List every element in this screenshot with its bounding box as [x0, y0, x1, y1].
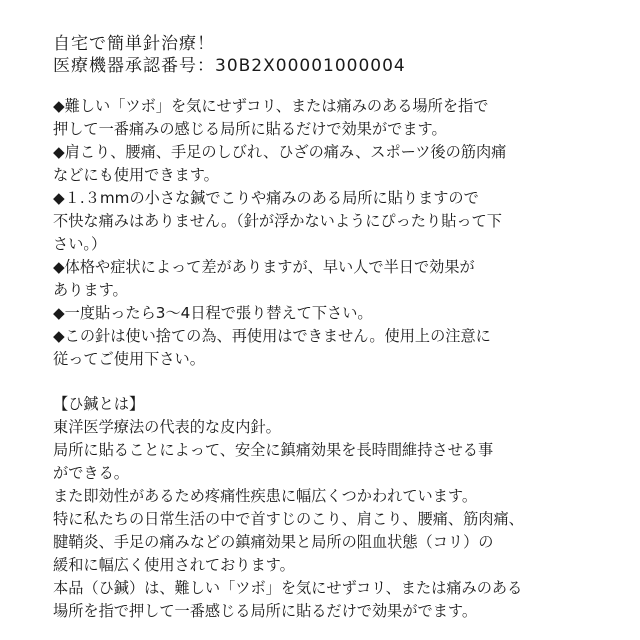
bullet-line: 不快な痛みはありません。（針が浮かないようにぴったり貼って下 — [53, 212, 502, 230]
bullet-line: 押して一番痛みの感じる局所に貼るだけで効果がでます。 — [53, 120, 447, 138]
product-description — [53, 33, 613, 623]
section-line: 特に私たちの日常生活の中で首すじのこり、肩こり、腰痛、筋肉痛、 — [53, 510, 524, 528]
bullet-line: さい。） — [53, 235, 107, 253]
headline: 自宅で簡単針治療！ — [53, 34, 215, 54]
bullet-line: などにも使用できます。 — [53, 166, 219, 184]
spacer — [53, 371, 613, 393]
section-line: 腱鞘炎、手足の痛みなどの鎮痛効果と局所の阻血状態（コリ）の — [53, 533, 494, 551]
bullet-line: ◆体格や症状によって差がありますが、早い人で半日で効果が — [53, 258, 475, 276]
bullet-line: ◆肩こり、腰痛、手足のしびれ、ひざの痛み、スポーツ後の筋肉痛 — [53, 143, 507, 161]
section-line: 場所を指で押して一番感じる局所に貼るだけで効果がでます。 — [53, 602, 478, 620]
section-line: また即効性があるため疼痛性疾患に幅広くつかわれています。 — [53, 487, 478, 505]
approval-number: 医療機器承認番号：30B2X00001000004 — [53, 56, 406, 76]
section-line: 東洋医学療法の代表的な皮内針。 — [53, 418, 281, 436]
section-line: 本品（ひ鍼）は、難しい「ツボ」を気にせずコリ、または痛みのある — [53, 579, 523, 597]
section-line: 局所に貼ることによって、安全に鎮痛効果を長時間維持させる事 — [53, 441, 494, 459]
section-line: ができる。 — [53, 464, 129, 482]
section-line: 緩和に幅広く使用されております。 — [53, 556, 295, 574]
section-heading: 【ひ鍼とは】 — [53, 395, 145, 413]
feature-bullets — [53, 95, 613, 371]
bullet-line: ◆１.３mmの小さな鍼でこりや痛みのある局所に貼りますので — [53, 189, 479, 207]
bullet-line: ◆一度貼ったら3～4日程で張り替えて下さい。 — [53, 304, 373, 322]
bullet-line: 従ってご使用下さい。 — [53, 350, 205, 368]
bullet-line: あります。 — [53, 281, 128, 299]
title-block — [53, 33, 613, 77]
bullet-line: ◆この針は使い捨ての為、再使用はできません。使用上の注意に — [53, 327, 491, 345]
bullet-line: ◆難しい「ツボ」を気にせずコリ、または痛みのある場所を指で — [53, 97, 489, 115]
hishin-section — [53, 393, 613, 623]
